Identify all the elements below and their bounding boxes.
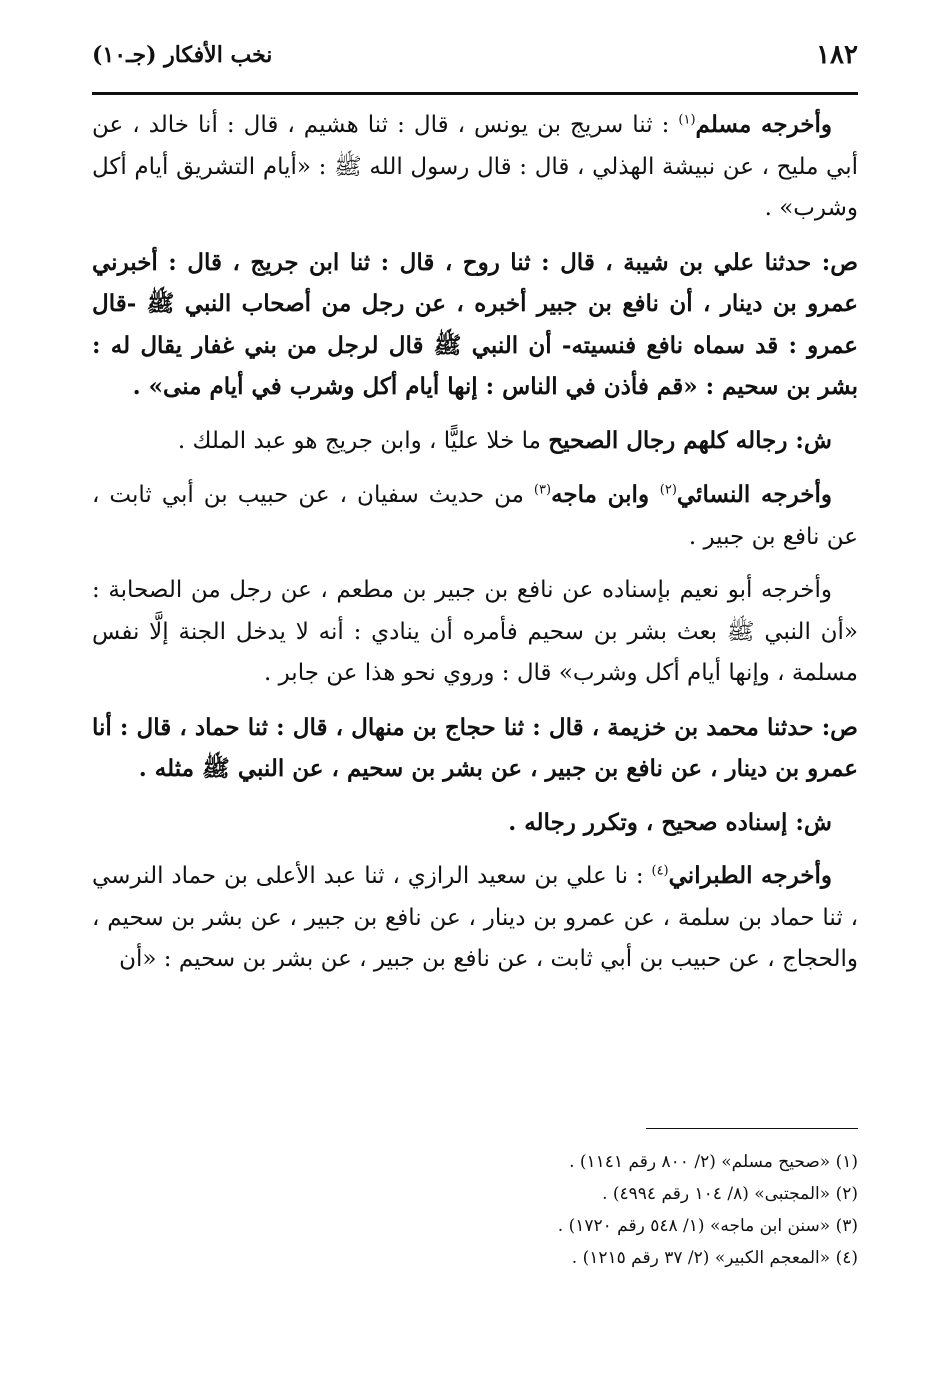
paragraph-shin-2: ش: إسناده صحيح ، وتكرر رجاله . [508,808,832,836]
footnote-ref[interactable]: (٣) [533,482,552,498]
footnote-2: (٢) «المجتبى» (٨/ ١٠٤ رقم ٤٩٩٤) . [602,1184,858,1204]
footnote-ref[interactable]: (٢) [659,482,677,498]
paragraph-shin-1: ش: رجاله كلهم رجال الصحيح ما خلا عليًّا ، وابن جريج هو عبد الملك . [177,426,832,454]
footnote-3: (٣) «سنن ابن ماجه» (١/ ٥٤٨ رقم ١٧٢٠) . [557,1216,858,1236]
paragraph-abu-nuaym: وأخرجه أبو نعيم بإسناده عن نافع بن جبير بن مطعم ، عن رجل من الصحابة : «أن النبي ﷺ بعث بشر بن سحيم فأمره أن ينادي : أنه لا يدخل الجنة إلَّا نفس مسلمة ، وإنها أيام أكل وشرب» قال : وروي نحو هذا عن جابر . [92,577,858,686]
page-number: ١٨٢ [816,40,858,70]
main-text [92,104,858,993]
running-title: نخب الأفكار (جـ١٠) [92,42,273,68]
footnote-ref[interactable]: (١) [678,112,696,128]
paragraph-muslim: وأخرجه مسلم$^{(١)}$ : ثنا سريج بن يونس ، قال : ثنا هشيم ، قال : أنا خالد ، عن أبي مليح ، عن نبيشة الهذلي ، قال : قال رسول الله ﷺ : «أيام التشريق أيام أكل وشرب» . [92,111,858,221]
paragraph-sad-1: ص: حدثنا علي بن شيبة ، قال : ثنا روح ، قال : ثنا ابن جريج ، قال : أخبرني عمرو بن دينار ، أن نافع بن جبير أخبره ، عن رجل من أصحاب النبي ﷺ -قال عمرو : قد سماه نافع فنسيته- أن النبي ﷺ قال لرجل من بني غفار يقال له : بشر بن سحيم : «قم فأذن في الناس : إنها أيام أكل وشرب في أيام منى» . [92,248,858,400]
footnote-rule [646,1128,858,1129]
paragraph-sad-2: ص: حدثنا محمد بن خزيمة ، قال : ثنا حجاج بن منهال ، قال : ثنا حماد ، قال : أنا عمرو بن دينار ، عن نافع بن جبير ، عن بشر بن سحيم ، عن النبي ﷺ مثله . [92,713,858,782]
footnote-4: (٤) «المعجم الكبير» (٢/ ٣٧ رقم ١٢١٥) . [571,1248,858,1268]
page-header [92,40,858,80]
header-rule [92,92,858,95]
footnotes [92,1146,858,1274]
footnote-ref[interactable]: (٤) [651,863,669,879]
paragraph-tabarani: وأخرجه الطبراني$^{(٤)}$ : نا علي بن سعيد الرازي ، ثنا عبد الأعلى بن حماد النرسي ، ثنا حماد بن سلمة ، عن عمرو بن دينار ، عن نافع بن جبير ، عن بشر بن سحيم ، والحجاج ، عن حبيب بن أبي ثابت ، عن نافع بن جبير ، عن بشر بن سحيم : «أن [92,862,858,972]
paragraph-nasai: وأخرجه النسائي$^{(٢)}$ وابن ماجه$^{(٣)}$ من حديث سفيان ، عن حبيب بن أبي ثابت ، عن نافع بن جبير . [92,481,858,550]
footnote-1: (١) «صحيح مسلم» (٢/ ٨٠٠ رقم ١١٤١) . [569,1152,858,1172]
